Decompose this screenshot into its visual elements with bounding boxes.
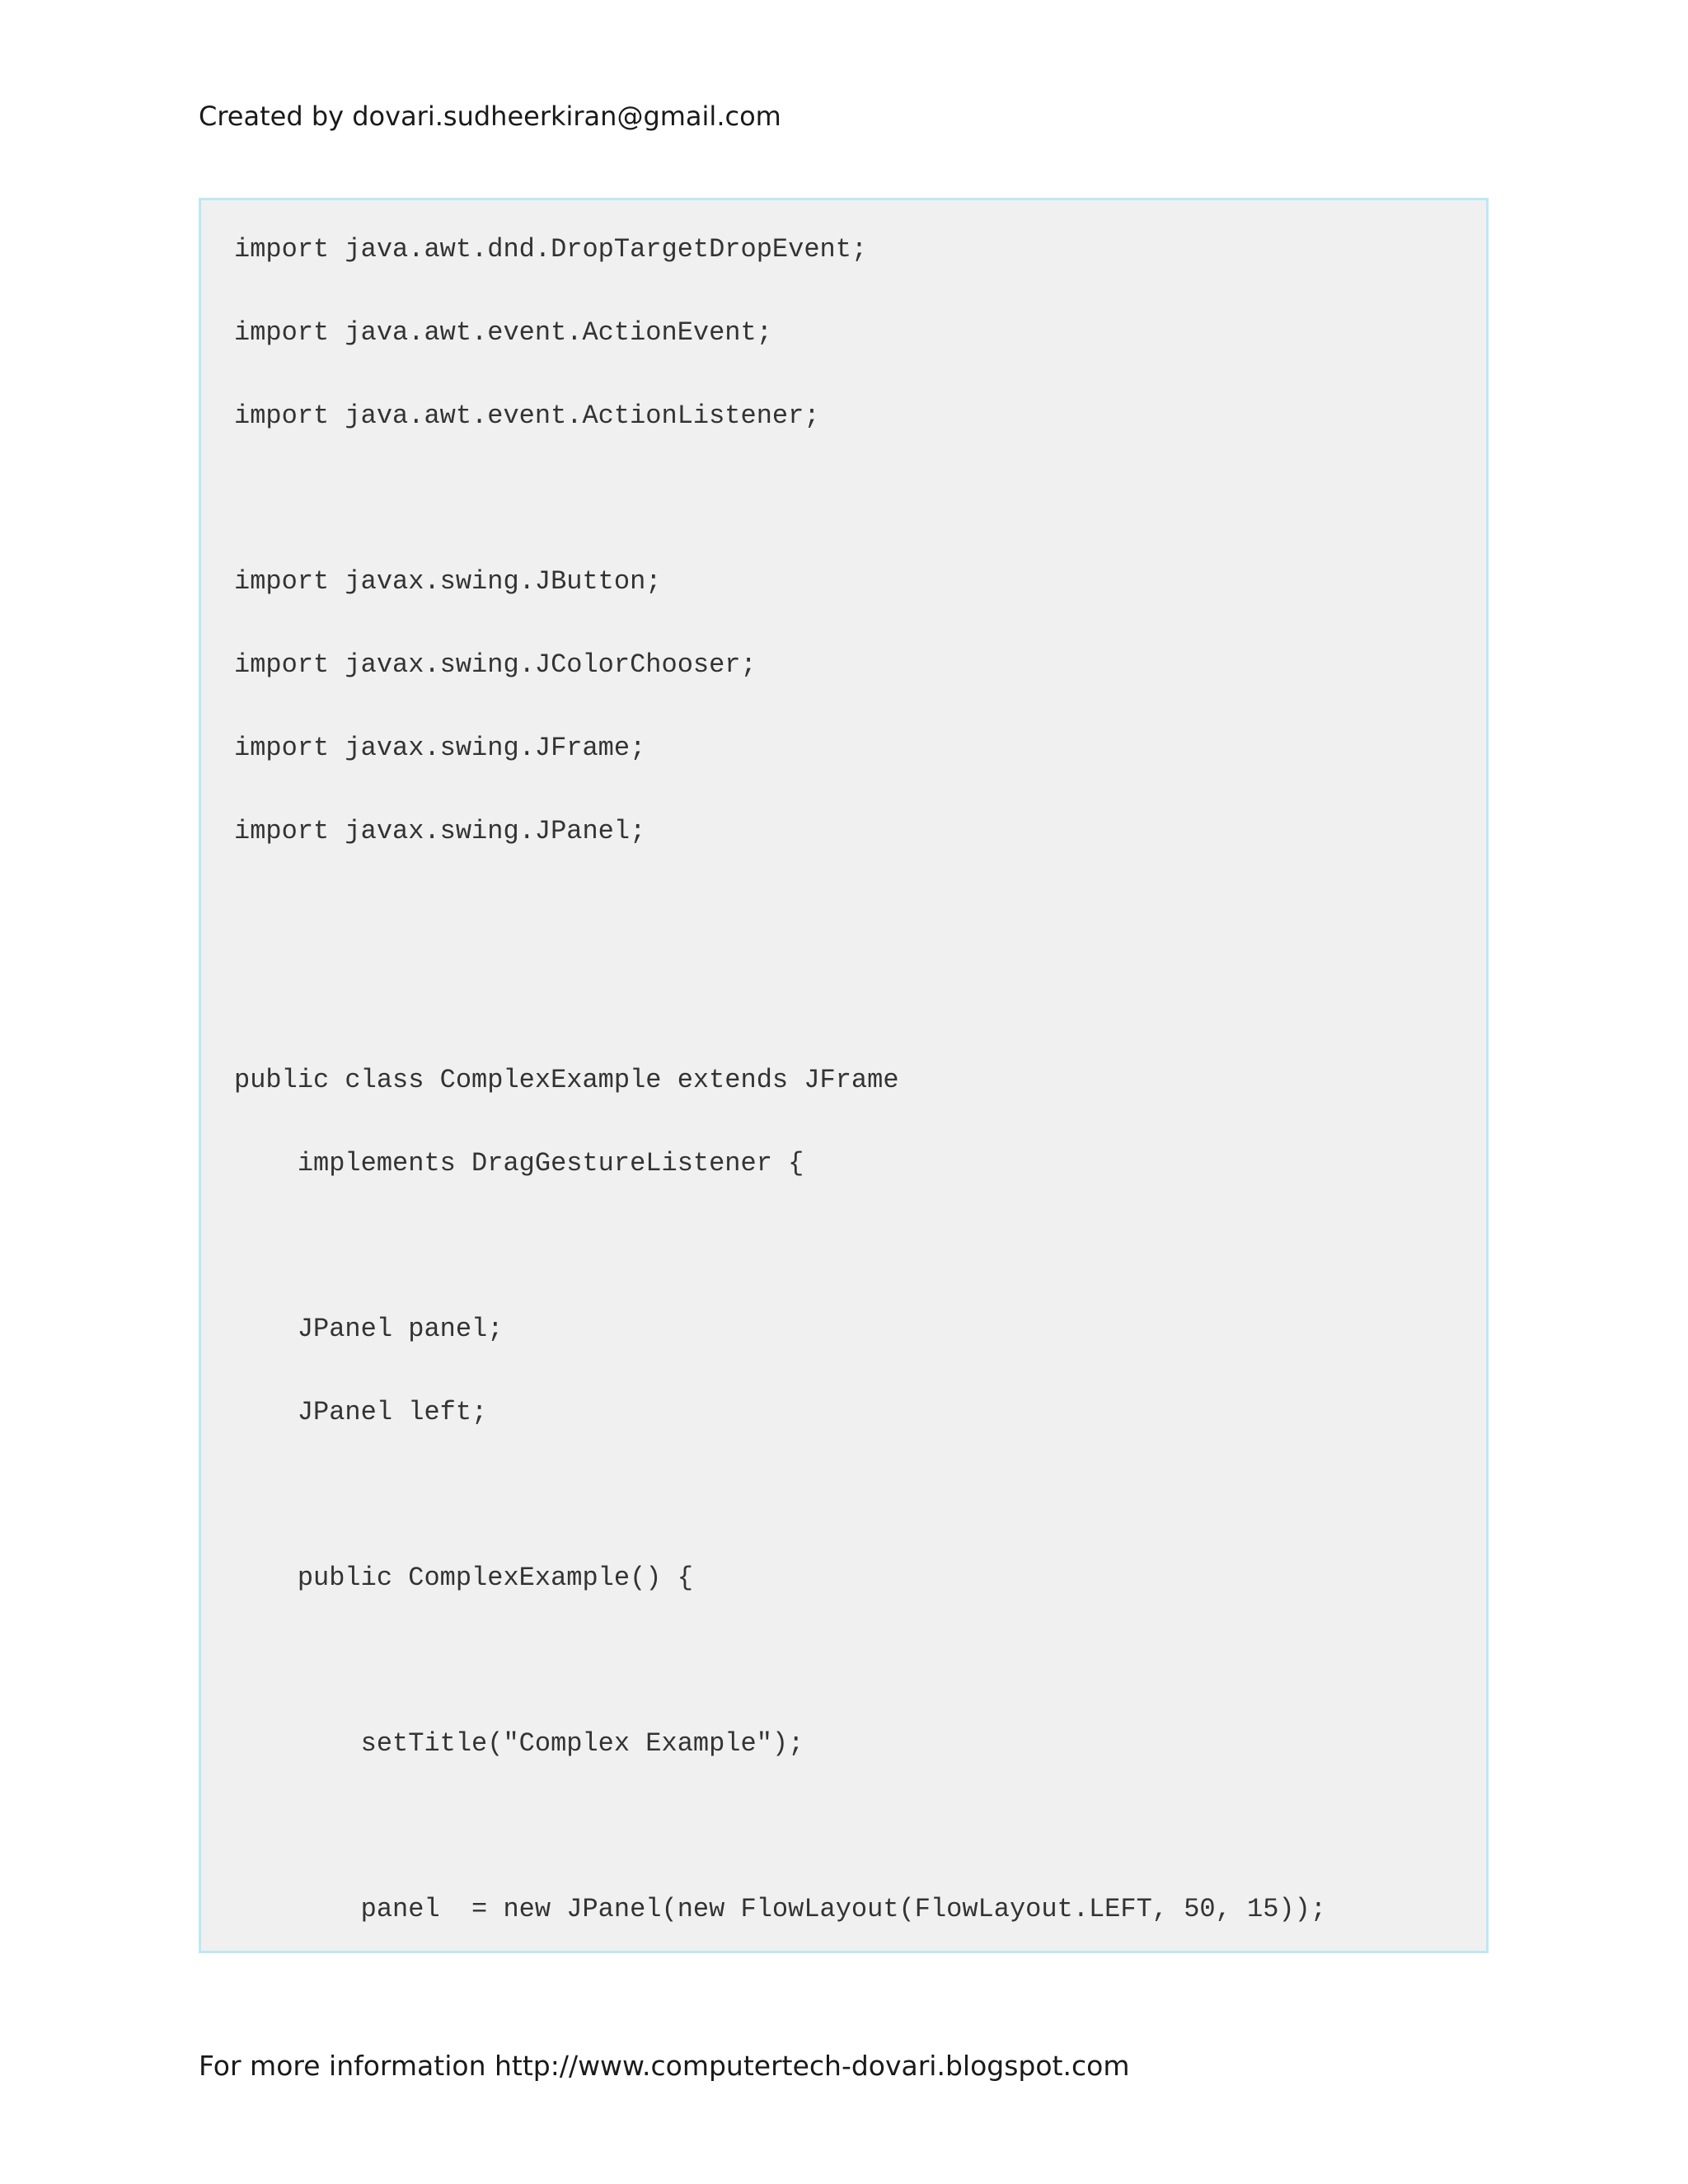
code-line: JPanel panel; <box>234 1314 504 1344</box>
code-block <box>199 198 1489 1953</box>
code-line: panel = new JPanel(new FlowLayout(FlowLayout.LEFT, 50, 15)); <box>234 1894 1327 1924</box>
code-line: public ComplexExample() { <box>234 1563 693 1593</box>
code-line: setTitle("Complex Example"); <box>234 1728 804 1759</box>
code-line: import javax.swing.JButton; <box>234 566 662 597</box>
code-line: implements DragGestureListener { <box>234 1148 804 1179</box>
code-line: import java.awt.dnd.DropTargetDropEvent; <box>234 234 868 265</box>
code-line: JPanel left; <box>234 1397 488 1427</box>
code-line: import java.awt.event.ActionListener; <box>234 401 820 431</box>
code-line: import javax.swing.JFrame; <box>234 733 646 763</box>
code-line: import javax.swing.JPanel; <box>234 816 646 846</box>
code-line: import java.awt.event.ActionEvent; <box>234 317 772 348</box>
page-header: Created by dovari.sudheerkiran@gmail.com <box>199 101 781 132</box>
code-line: public class ComplexExample extends JFrame <box>234 1065 899 1095</box>
page-footer: For more information http://www.computertech-dovari.blogspot.com <box>199 2050 1130 2082</box>
code-line: import javax.swing.JColorChooser; <box>234 649 757 680</box>
